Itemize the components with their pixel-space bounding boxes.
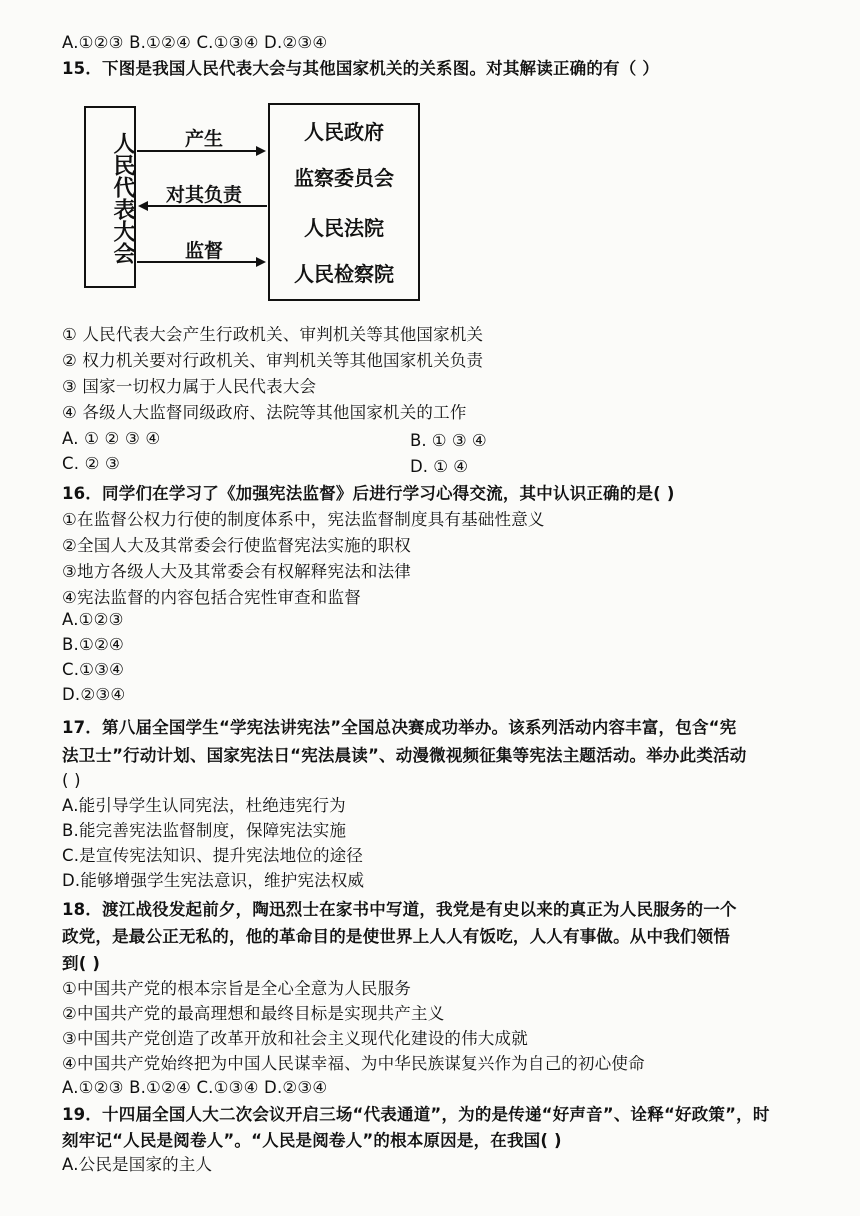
q19-stem-line-2: 刻牢记“人民是阅卷人”。“人民是阅卷人”的根本原因是，在我国( ) xyxy=(62,1131,562,1150)
q15-stem: 15．下图是我国人民代表大会与其他国家机关的关系图。对其解读正确的有（ ） xyxy=(62,59,660,78)
q18-statement-4: ④中国共产党始终把为中国人民谋幸福、为中华民族谋复兴作为自己的初心使命 xyxy=(62,1054,645,1073)
npc-label: 人民代表大会 xyxy=(110,132,135,264)
q17-option-c: C.是宣传宪法知识、提升宪法地位的途径 xyxy=(62,846,364,865)
q16-statement-3: ③地方各级人大及其常委会有权解释宪法和法律 xyxy=(62,562,411,581)
org-procuratorate: 人民检察院 xyxy=(294,262,394,286)
org-court: 人民法院 xyxy=(304,216,384,240)
q15-option-a: A. ① ② ③ ④ xyxy=(62,429,161,448)
org-supervisory-commission: 监察委员会 xyxy=(294,166,394,190)
q15-statement-3: ③ 国家一切权力属于人民代表大会 xyxy=(62,377,317,396)
q17-stem-line-2: 法卫士”行动计划、国家宪法日“宪法晨读”、动漫微视频征集等宪法主题活动。举办此类活动 xyxy=(62,746,747,765)
q16-statement-2: ②全国人大及其常委会行使监督宪法实施的职权 xyxy=(62,536,411,555)
q16-option-c: C.①③④ xyxy=(62,660,125,679)
q18-options: A.①②③ B.①②④ C.①③④ D.②③④ xyxy=(62,1078,328,1097)
q18-stem-line-3: 到( ) xyxy=(62,954,101,973)
q16-option-d: D.②③④ xyxy=(62,685,126,704)
q18-stem-line-1: 18．渡江战役发起前夕，陶迅烈士在家书中写道，我党是有史以来的真正为人民服务的一个 xyxy=(62,900,737,919)
q18-statement-1: ①中国共产党的根本宗旨是全心全意为人民服务 xyxy=(62,979,411,998)
org-government: 人民政府 xyxy=(304,120,384,144)
q16-stem: 16．同学们在学习了《加强宪法监督》后进行学习心得交流，其中认识正确的是( ) xyxy=(62,484,675,503)
q17-option-a: A.能引导学生认同宪法，杜绝违宪行为 xyxy=(62,796,346,815)
q14-options: A.①②③ B.①②④ C.①③④ D.②③④ xyxy=(62,33,328,52)
q19-stem-line-1: 19．十四届全国人大二次会议开启三场“代表通道”，为的是传递“好声音”、诠释“好政策”，时 xyxy=(62,1105,770,1124)
q16-option-a: A.①②③ xyxy=(62,610,124,629)
q15-option-d: D. ① ④ xyxy=(410,457,469,476)
q19-option-a: A.公民是国家的主人 xyxy=(62,1155,213,1174)
q17-stem-line-1: 17．第八届全国学生“学宪法讲宪法”全国总决赛成功举办。该系列活动内容丰富，包含“宪 xyxy=(62,718,737,737)
q16-option-b: B.①②④ xyxy=(62,635,124,654)
q15-statement-1: ① 人民代表大会产生行政机关、审判机关等其他国家机关 xyxy=(62,325,484,344)
q17-stem-line-3: ( ) xyxy=(62,771,81,790)
arrow-label-produce: 产生 xyxy=(184,128,223,150)
q16-statement-4: ④宪法监督的内容包括合宪性审查和监督 xyxy=(62,588,361,607)
arrow-label-responsible: 对其负责 xyxy=(165,184,242,206)
q17-option-b: B.能完善宪法监督制度，保障宪法实施 xyxy=(62,821,347,840)
q18-stem-line-2: 政党，是最公正无私的，他的革命目的是使世界上人人有饭吃，人人有事做。从中我们领悟 xyxy=(62,927,730,946)
q15-statement-4: ④ 各级人大监督同级政府、法院等其他国家机关的工作 xyxy=(62,403,467,422)
q15-option-c: C. ② ③ xyxy=(62,454,121,473)
q17-option-d: D.能够增强学生宪法意识，维护宪法权威 xyxy=(62,871,365,890)
diagram-arrows xyxy=(0,0,860,320)
q15-option-b: B. ① ③ ④ xyxy=(410,431,487,450)
q15-statement-2: ② 权力机关要对行政机关、审判机关等其他国家机关负责 xyxy=(62,351,484,370)
q18-statement-2: ②中国共产党的最高理想和最终目标是实现共产主义 xyxy=(62,1004,445,1023)
q16-statement-1: ①在监督公权力行使的制度体系中，宪法监督制度具有基础性意义 xyxy=(62,510,545,529)
q18-statement-3: ③中国共产党创造了改革开放和社会主义现代化建设的伟大成就 xyxy=(62,1029,528,1048)
arrow-label-supervise: 监督 xyxy=(184,240,223,262)
